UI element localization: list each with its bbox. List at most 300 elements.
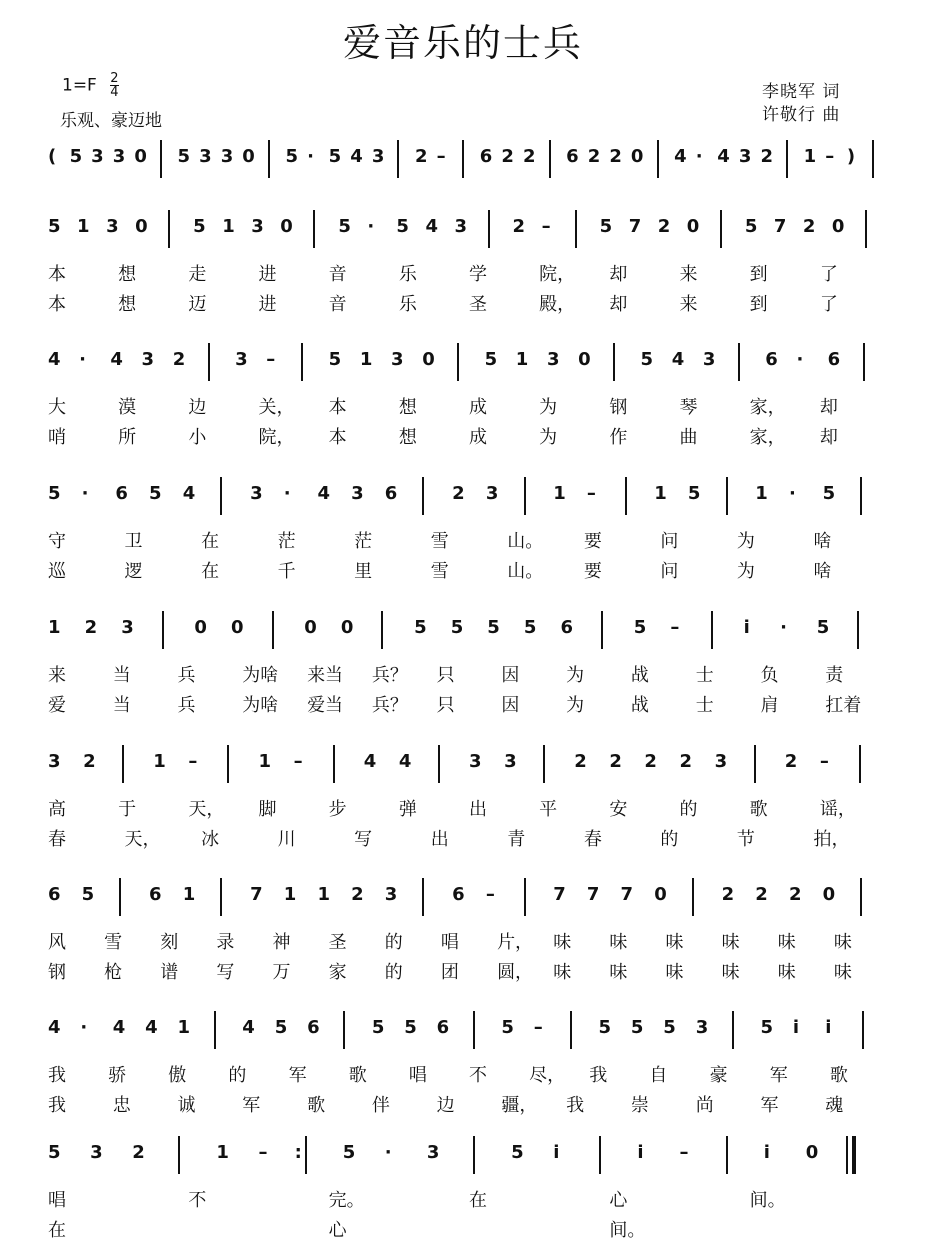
lyric-syllable: 爱 [48, 695, 66, 716]
lyric-syllable: 出 [469, 799, 487, 820]
note: 0 [304, 617, 317, 638]
lyric-syllable: 想 [398, 397, 417, 418]
note: 3 [546, 349, 560, 370]
lyric-syllable: 想 [118, 294, 137, 315]
note: 1 [283, 884, 297, 905]
note: 5 [599, 216, 613, 237]
barline [732, 1011, 734, 1049]
barline [473, 1136, 475, 1174]
lyric-syllable: 味 [553, 932, 572, 953]
note: 1 [216, 1142, 229, 1163]
lyric-syllable: 间。 [609, 1220, 646, 1241]
lyric-syllable: 在 [201, 561, 220, 582]
barline [227, 745, 229, 783]
note: 5 [744, 216, 758, 237]
lyric-syllable: 当 [112, 695, 131, 716]
note: 4 [398, 751, 412, 772]
lyric-syllable: 卫 [124, 531, 143, 552]
note: 2 [172, 349, 186, 370]
note: 1 [755, 483, 768, 504]
lyric-syllable: 大 [48, 397, 66, 418]
note: i [553, 1142, 560, 1163]
note: 2 [788, 884, 802, 905]
lyric-syllable: 味 [777, 932, 796, 953]
lyric-syllable: 心 [609, 1190, 628, 1211]
barline [720, 210, 722, 248]
lyric-syllable: 因 [501, 695, 520, 716]
notation-row [0, 477, 926, 517]
barline [543, 745, 545, 783]
lyric-syllable: 战 [630, 695, 649, 716]
note: i [763, 1142, 770, 1163]
note: 5 [663, 1017, 676, 1038]
note: 0 [831, 216, 845, 237]
lyric-syllable: 想 [118, 264, 137, 285]
note: 5 [450, 617, 464, 638]
lyric-syllable: 谱 [160, 962, 179, 983]
lyric-syllable: 雪 [104, 932, 123, 953]
note: 4 [350, 146, 363, 167]
note: 0 [654, 884, 667, 905]
lyric-syllable: 钢 [48, 962, 66, 983]
note: 2 [609, 751, 622, 772]
notation-row [0, 1011, 926, 1051]
note: 2 [574, 751, 587, 772]
note: 5 [274, 1017, 288, 1038]
composer-credit: 许敬行 曲 [762, 105, 841, 125]
note: 5 [193, 216, 206, 237]
lyric-syllable: 弹 [398, 799, 417, 820]
lyric-syllable: 军 [769, 1065, 788, 1086]
note: 4 [48, 349, 61, 370]
lyric-syllable: 歌 [829, 1065, 848, 1086]
lyric-syllable: 为 [539, 427, 558, 448]
lyric-syllable: 兵 [177, 665, 196, 686]
lyric-syllable: 歌 [348, 1065, 367, 1086]
lyric-syllable: 为啥 [242, 695, 279, 716]
lyric-syllable: 走 [188, 264, 207, 285]
dash: – [266, 349, 276, 370]
note: 2 [84, 617, 98, 638]
lyric-syllable: 家， [749, 397, 786, 418]
note: 5 [371, 1017, 385, 1038]
lyric-syllable: 拍， [813, 829, 850, 850]
lyric-syllable: 尚 [695, 1095, 714, 1116]
lyric-syllable: 不 [188, 1190, 207, 1211]
lyric-syllable: 了 [819, 294, 838, 315]
lyric-syllable: 只 [436, 665, 455, 686]
barline [726, 477, 728, 515]
lyric-syllable: 为 [566, 695, 585, 716]
lyric-syllable: 圣 [328, 932, 347, 953]
note: 5 [822, 483, 836, 504]
lyric-syllable: 味 [833, 962, 852, 983]
lyric-syllable: 天， [188, 799, 225, 820]
note: 0 [134, 146, 147, 167]
note: 0 [686, 216, 700, 237]
note: 4 [674, 146, 687, 167]
lyric-syllable: 家， [749, 427, 786, 448]
dot: · [796, 349, 804, 370]
note: 5 [640, 349, 654, 370]
lyric-syllable: 只 [436, 695, 455, 716]
note: 3 [384, 884, 398, 905]
note: 2 [501, 146, 514, 167]
note: 4 [48, 1017, 61, 1038]
lyric-syllable: 自 [649, 1065, 668, 1086]
lyric-syllable: 味 [777, 962, 796, 983]
note: 6 [115, 483, 128, 504]
barline [625, 477, 627, 515]
note: 2 [452, 483, 465, 504]
barline [438, 745, 440, 783]
barline [397, 140, 399, 178]
note: 3 [695, 1017, 709, 1038]
barline [162, 611, 164, 649]
note: 3 [121, 617, 134, 638]
note: 2 [755, 884, 768, 905]
note: 3 [371, 146, 385, 167]
barline [549, 140, 551, 178]
barline [122, 745, 124, 783]
key-label: 1=F [62, 75, 97, 96]
barline [119, 878, 121, 916]
note: i [825, 1017, 832, 1038]
lyric-syllable: 茫 [354, 531, 373, 552]
lyric-syllable: 进 [258, 294, 277, 315]
lyric-syllable: 来 [48, 665, 66, 686]
note: 6 [566, 146, 579, 167]
note: 5 [414, 617, 427, 638]
lyric-syllable: 军 [288, 1065, 307, 1086]
barline [859, 745, 861, 783]
note: 5 [404, 1017, 417, 1038]
lyric-syllable: 风 [48, 932, 66, 953]
note: 1 [803, 146, 817, 167]
lyric-syllable: 兵？ [371, 695, 408, 716]
lyric-syllable: 冰 [201, 829, 220, 850]
lyric-syllable: 问 [660, 531, 679, 552]
lyric-syllable: 千 [277, 561, 296, 582]
lyric-syllable: 傲 [168, 1065, 187, 1086]
note: 3 [251, 216, 264, 237]
lyric-syllable: 味 [833, 932, 852, 953]
note: 1 [654, 483, 667, 504]
lyric-syllable: 却 [819, 397, 838, 418]
lyric-syllable: 责 [825, 665, 844, 686]
note: 1 [48, 617, 61, 638]
lyric-syllable: 味 [721, 932, 740, 953]
note: 3 [141, 349, 155, 370]
lyric-syllable: 豪 [709, 1065, 728, 1086]
barline [601, 611, 603, 649]
lyric-syllable: 骄 [108, 1065, 127, 1086]
lyric-syllable: 里 [354, 561, 373, 582]
lyric-syllable: 春 [583, 829, 602, 850]
lyric-syllable: 不 [469, 1065, 487, 1086]
note: 2 [512, 216, 526, 237]
note: 5 [484, 349, 498, 370]
note: 3 [702, 349, 716, 370]
lyric-syllable: 我 [48, 1065, 66, 1086]
lyric-syllable: 写 [354, 829, 373, 850]
paren-open: ( [48, 146, 57, 167]
note: 2 [132, 1142, 145, 1163]
lyric-syllable: 枪 [104, 962, 123, 983]
note: 2 [609, 146, 622, 167]
barline [473, 1011, 475, 1049]
note: 3 [91, 146, 104, 167]
note: 5 [598, 1017, 612, 1038]
lyric-syllable: 味 [665, 932, 684, 953]
lyric-syllable: 战 [630, 665, 649, 686]
lyric-syllable: 山。 [507, 531, 544, 552]
lyric-syllable: 作 [609, 427, 628, 448]
barline [214, 1011, 216, 1049]
lyric-syllable: 忠 [112, 1095, 131, 1116]
dash: – [679, 1142, 689, 1163]
lyric-syllable: 的 [679, 799, 698, 820]
note: 1 [182, 884, 196, 905]
lyric-syllable: 来当 [307, 665, 344, 686]
lyric-syllable: 迈 [188, 294, 207, 315]
barline [333, 745, 335, 783]
lyric-syllable: 兵？ [371, 665, 408, 686]
note: 6 [560, 617, 574, 638]
lyric-syllable: 守 [48, 531, 66, 552]
note: 5 [285, 146, 299, 167]
lyric-syllable: 味 [721, 962, 740, 983]
lyric-syllable: 步 [328, 799, 347, 820]
barline [168, 210, 170, 248]
lyric-syllable: 节 [736, 829, 755, 850]
note: i [743, 617, 750, 638]
lyric-syllable: 肩 [760, 695, 779, 716]
lyric-syllable: 边 [436, 1095, 455, 1116]
lyric-syllable: 进 [258, 264, 277, 285]
lyric-syllable: 味 [609, 932, 628, 953]
lyric-syllable: 歌 [749, 799, 768, 820]
lyric-syllable: 在 [48, 1220, 66, 1241]
lyric-syllable: 来 [679, 294, 698, 315]
lyric-syllable: 到 [749, 294, 768, 315]
note: 3 [714, 751, 728, 772]
lyric-syllable: 伴 [371, 1095, 390, 1116]
note: 0 [578, 349, 591, 370]
song-title: 爱音乐的士兵 [342, 21, 583, 65]
note: i [792, 1017, 800, 1038]
barline [738, 343, 740, 381]
note: 5 [687, 483, 701, 504]
note: 0 [630, 146, 644, 167]
note: 7 [628, 216, 642, 237]
note: 2 [721, 884, 735, 905]
lyric-syllable: 关， [258, 397, 295, 418]
lyric-syllable: 我 [566, 1095, 585, 1116]
note: 0 [242, 146, 255, 167]
note: 7 [553, 884, 566, 905]
lyric-syllable: 为 [736, 531, 755, 552]
barline [754, 745, 756, 783]
dot: · [283, 483, 291, 504]
note: 2 [351, 884, 364, 905]
notation-row [0, 210, 926, 250]
lyric-syllable: 学 [469, 264, 487, 285]
lyric-syllable: 为 [566, 665, 585, 686]
note: 3 [426, 1142, 440, 1163]
key-signature [62, 72, 119, 99]
lyric-syllable: 在 [469, 1190, 487, 1211]
note: 5 [396, 216, 409, 237]
lyric-syllable: 高 [48, 799, 66, 820]
note: 2 [679, 751, 693, 772]
lyric-syllable: 为啥 [242, 665, 279, 686]
lyric-syllable: 当 [112, 665, 131, 686]
note: 3 [351, 483, 364, 504]
lyric-syllable: 乐 [398, 264, 417, 285]
note: 2 [522, 146, 536, 167]
lyric-syllable: 成 [469, 427, 487, 448]
dot: · [695, 146, 703, 167]
barline [857, 611, 859, 649]
barline [575, 210, 577, 248]
lyric-syllable: 为 [539, 397, 558, 418]
note: 1 [177, 1017, 191, 1038]
note: 3 [738, 146, 752, 167]
note: 5 [149, 483, 162, 504]
lyric-syllable: 春 [48, 829, 66, 850]
note: 5 [633, 617, 647, 638]
note: 7 [773, 216, 787, 237]
lyric-syllable: 小 [188, 427, 207, 448]
lyric-syllable: 团 [440, 962, 459, 983]
barline [301, 343, 303, 381]
lyric-syllable: 味 [553, 962, 572, 983]
lyric-syllable: 录 [216, 932, 235, 953]
lyric-syllable: 扛着 [825, 695, 862, 716]
note: 5 [511, 1142, 524, 1163]
note: 2 [760, 146, 773, 167]
note: 5 [487, 617, 500, 638]
lyric-syllable: 味 [665, 962, 684, 983]
lyric-syllable: 来 [679, 264, 698, 285]
lyric-syllable: 尽， [529, 1065, 566, 1086]
repeat-dots: : [294, 1142, 302, 1163]
barline [524, 878, 526, 916]
note: 5 [816, 617, 830, 638]
lyric-syllable: 音 [328, 294, 347, 315]
note: 7 [620, 884, 634, 905]
barline [862, 1011, 864, 1049]
dash: – [533, 1017, 543, 1038]
lyric-syllable: 谣， [819, 799, 856, 820]
barline [657, 140, 659, 178]
note: 5 [338, 216, 351, 237]
lyric-syllable: 川 [277, 829, 296, 850]
note: 4 [717, 146, 730, 167]
dot: · [307, 146, 314, 167]
note: 1 [317, 884, 330, 905]
note: 0 [194, 617, 207, 638]
note: 4 [671, 349, 685, 370]
note: 1 [515, 349, 529, 370]
lyric-syllable: 军 [242, 1095, 261, 1116]
dot: · [79, 349, 87, 370]
note: 4 [182, 483, 196, 504]
barline [711, 611, 713, 649]
lyric-syllable: 刻 [160, 932, 179, 953]
note: 5 [48, 216, 61, 237]
lyric-syllable: 问 [660, 561, 679, 582]
note: 0 [280, 216, 293, 237]
lyric-syllable: 巡 [48, 561, 66, 582]
lyric-syllable: 音 [328, 264, 347, 285]
note: 7 [250, 884, 263, 905]
dash: – [436, 146, 446, 167]
dot: · [384, 1142, 392, 1163]
lyric-syllable: 圣 [469, 294, 487, 315]
lyric-syllable: 的 [384, 932, 403, 953]
lyric-syllable: 神 [272, 932, 291, 953]
barline [160, 140, 162, 178]
dash: – [293, 751, 303, 772]
barline [860, 477, 862, 515]
note: 1 [77, 216, 90, 237]
lyric-syllable: 殿， [539, 294, 576, 315]
note: 5 [69, 146, 83, 167]
lyric-syllable: 我 [48, 1095, 66, 1116]
barline [860, 878, 862, 916]
lyric-syllable: 心 [328, 1220, 347, 1241]
note: 3 [199, 146, 212, 167]
note: 3 [485, 483, 499, 504]
note: 0 [422, 349, 435, 370]
barline [863, 343, 865, 381]
lyric-syllable: 写 [216, 962, 235, 983]
time-signature [110, 72, 118, 99]
note: 1 [153, 751, 166, 772]
dot: · [81, 483, 89, 504]
lyric-syllable: 的 [228, 1065, 247, 1086]
lyric-syllable: 青 [507, 829, 526, 850]
lyric-syllable: 却 [819, 427, 838, 448]
lyric-syllable: 本 [48, 264, 66, 285]
barline [422, 878, 424, 916]
lyric-syllable: 平 [539, 799, 558, 820]
note: 6 [307, 1017, 320, 1038]
lyric-syllable: 成 [469, 397, 487, 418]
lyric-syllable: 唱 [48, 1190, 66, 1211]
barline [570, 1011, 572, 1049]
dash: – [670, 617, 680, 638]
lyric-syllable: 士 [695, 665, 714, 686]
note: 0 [340, 617, 354, 638]
note: 0 [135, 216, 148, 237]
lyric-syllable: 本 [328, 397, 347, 418]
lyric-syllable: 脚 [258, 799, 277, 820]
note: 6 [827, 349, 841, 370]
note: 5 [501, 1017, 514, 1038]
final-barline [852, 1136, 856, 1174]
note: 4 [112, 1017, 126, 1038]
note: 2 [784, 751, 798, 772]
lyricist-credit: 李晓军 词 [762, 82, 841, 102]
lyric-syllable: 间。 [749, 1190, 786, 1211]
dash: – [825, 146, 835, 167]
note: 7 [586, 884, 600, 905]
note: 5 [81, 884, 95, 905]
paren-close: ) [846, 146, 856, 167]
